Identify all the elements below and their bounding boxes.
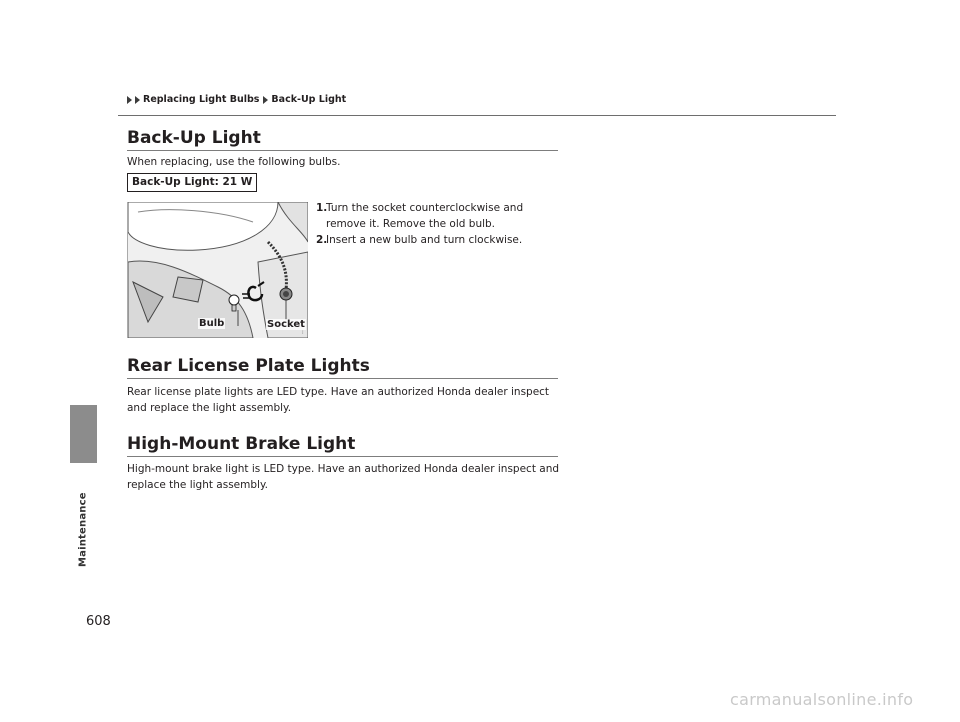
step-item <box>316 232 556 248</box>
breadcrumb-current: Back-Up Light <box>271 94 347 105</box>
breadcrumb-link-replacing-light-bulbs[interactable]: Replacing Light Bulbs <box>143 94 260 105</box>
backup-heading-rule <box>127 150 558 151</box>
backup-light-heading: Back-Up Light <box>127 128 261 148</box>
svg-text:⁞: ⁞ <box>302 330 304 336</box>
step-text: Turn the socket counterclockwise and remove it. Remove the old bulb. <box>326 202 524 230</box>
breadcrumb-arrow-icon <box>127 96 132 104</box>
breadcrumb-arrow-icon <box>263 96 268 104</box>
page-number: 608 <box>86 614 111 629</box>
step-number: 2. <box>316 234 328 246</box>
license-heading-rule <box>127 378 558 379</box>
watermark: carmanualsonline.info <box>730 690 914 709</box>
section-tab <box>70 405 97 463</box>
backup-intro: When replacing, use the following bulbs. <box>127 156 341 168</box>
backup-light-illustration <box>127 202 308 338</box>
breadcrumb-arrow-icon <box>135 96 140 104</box>
header-rule <box>118 115 836 116</box>
step-text: Insert a new bulb and turn clockwise. <box>326 234 523 246</box>
section-label: Maintenance <box>77 492 89 568</box>
brake-heading-rule <box>127 456 558 457</box>
license-plate-text: Rear license plate lights are LED type. Have an authorized Honda dealer inspect and replace the light assembly. <box>127 386 550 414</box>
step-item <box>316 200 556 232</box>
backup-steps <box>316 200 556 248</box>
socket-callout: Socket <box>267 319 305 330</box>
brake-light-heading: High-Mount Brake Light <box>127 434 356 454</box>
bulb-spec-box: Back-Up Light: 21 W <box>127 173 257 192</box>
license-plate-heading: Rear License Plate Lights <box>127 356 370 376</box>
bulb-callout: Bulb <box>199 318 225 329</box>
step-number: 1. <box>316 202 328 214</box>
brake-light-text: High-mount brake light is LED type. Have an authorized Honda dealer inspect and replace the light assembly. <box>127 463 560 491</box>
breadcrumb <box>127 94 346 105</box>
